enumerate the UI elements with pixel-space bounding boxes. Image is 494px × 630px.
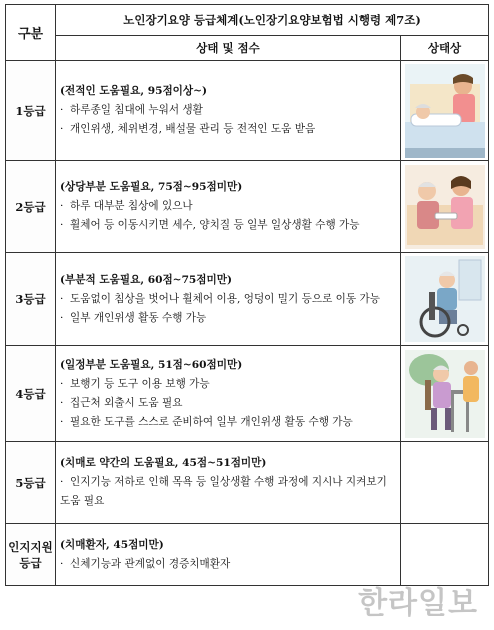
table-row — [6, 161, 489, 253]
condition-text: (전적인 도움필요, 95점이상~) — [60, 85, 208, 97]
header-image: 상태상 — [401, 36, 489, 61]
grade-description — [56, 442, 401, 524]
list-item: · 인지기능 저하로 인해 목욕 등 일상생활 수행 과정에 지시나 지켜보기 도움 필요 — [60, 476, 387, 507]
list-item: · 도움없이 침상을 벗어나 휠체어 이용, 엉덩이 밀기 등으로 이동 가능 — [60, 292, 380, 305]
grade-description — [56, 524, 401, 586]
list-item: · 하루 대부분 침상에 있으나 — [60, 200, 193, 212]
list-item: · 휠체어 등 이동시키면 세수, 양치질 등 일부 일상생활 수행 가능 — [60, 219, 360, 231]
condition-text: (부분적 도움필요, 60점~75점미만) — [60, 273, 233, 286]
condition-text: (일정부분 도움필요, 51점~60점미만) — [60, 358, 243, 371]
table-title: 노인장기요양 등급체계(노인장기요양보험법 시행령 제7조) — [56, 5, 489, 36]
header-state: 상태 및 점수 — [56, 36, 401, 61]
empty-image-cell — [401, 524, 489, 586]
condition-text: (상당부분 도움필요, 75점~95점미만) — [60, 181, 243, 193]
table-row — [6, 346, 489, 442]
list-item: · 필요한 도구를 스스로 준비하여 일부 개인위생 활동 수행 가능 — [60, 415, 353, 428]
bedridden-care-illustration — [401, 61, 489, 161]
empty-image-cell — [401, 442, 489, 524]
list-item: · 보행기 등 도구 이용 보행 가능 — [60, 377, 210, 390]
feeding-assist-illustration — [401, 161, 489, 253]
grade-label: 2등급 — [6, 161, 56, 253]
table-row — [6, 442, 489, 524]
grade-label: 3등급 — [6, 253, 56, 346]
grade-table — [5, 4, 489, 586]
table-row — [6, 61, 489, 161]
grade-label: 5등급 — [6, 442, 56, 524]
grade-description — [56, 253, 401, 346]
walker-illustration — [401, 346, 489, 442]
grade-description — [56, 161, 401, 253]
wheelchair-illustration — [401, 253, 489, 346]
list-item: · 집근처 외출시 도움 필요 — [60, 396, 183, 409]
list-item: · 하루종일 침대에 누워서 생활 — [60, 104, 203, 116]
list-item: · 신체기능과 관계없이 경증치매환자 — [60, 557, 231, 570]
grade-label: 4등급 — [6, 346, 56, 442]
header-gubun: 구분 — [6, 5, 56, 61]
grade-description — [56, 346, 401, 442]
grade-description — [56, 61, 401, 161]
grade-label: 1등급 — [6, 61, 56, 161]
table-row — [6, 524, 489, 586]
list-item: · 일부 개인위생 활동 수행 가능 — [60, 311, 207, 324]
condition-text: (치매환자, 45점미만) — [60, 538, 164, 551]
list-item: · 개인위생, 체위변경, 배설물 관리 등 전적인 도움 받음 — [60, 123, 316, 135]
condition-text: (치매로 약간의 도움필요, 45점~51점미만) — [60, 457, 267, 469]
watermark-logo: 한라일보 — [358, 586, 478, 621]
grade-label: 인지지원등급 — [6, 524, 56, 586]
table-row — [6, 253, 489, 346]
